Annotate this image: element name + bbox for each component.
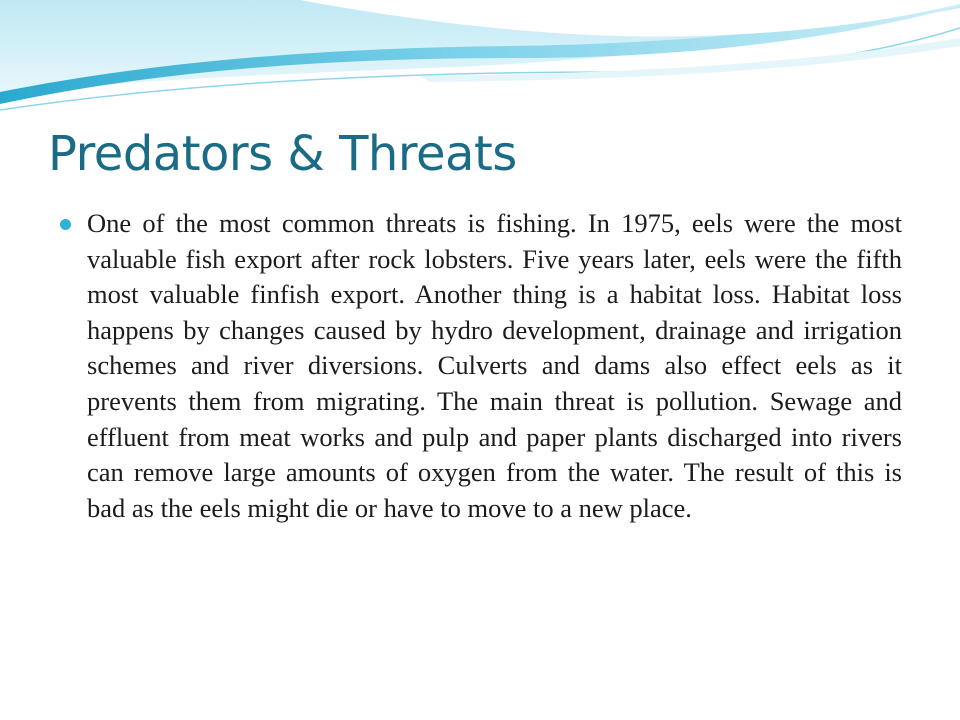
header-wave-decoration [0, 0, 960, 120]
slide-content [60, 206, 902, 526]
slide-title: Predators & Threats [48, 126, 517, 182]
bullet-item [60, 206, 902, 526]
bullet-icon [60, 219, 71, 230]
bullet-text: One of the most common threats is fishing. In 1975, eels were the most valuable fish export after rock lobsters. Five years later, eels were the fifth most valuable finfish export. Another thing is a habitat loss. Habitat loss happens by changes caused by hydro development, drainage and irrigation schemes and river diversions. Culverts and dams also effect eels as it prevents them from migrating. The main threat is pollution. Sewage and effluent from meat works and pulp and paper plants discharged into rivers can remove large amounts of oxygen from the water. The result of this is bad as the eels might die or have to move to a new place. [87, 208, 902, 523]
